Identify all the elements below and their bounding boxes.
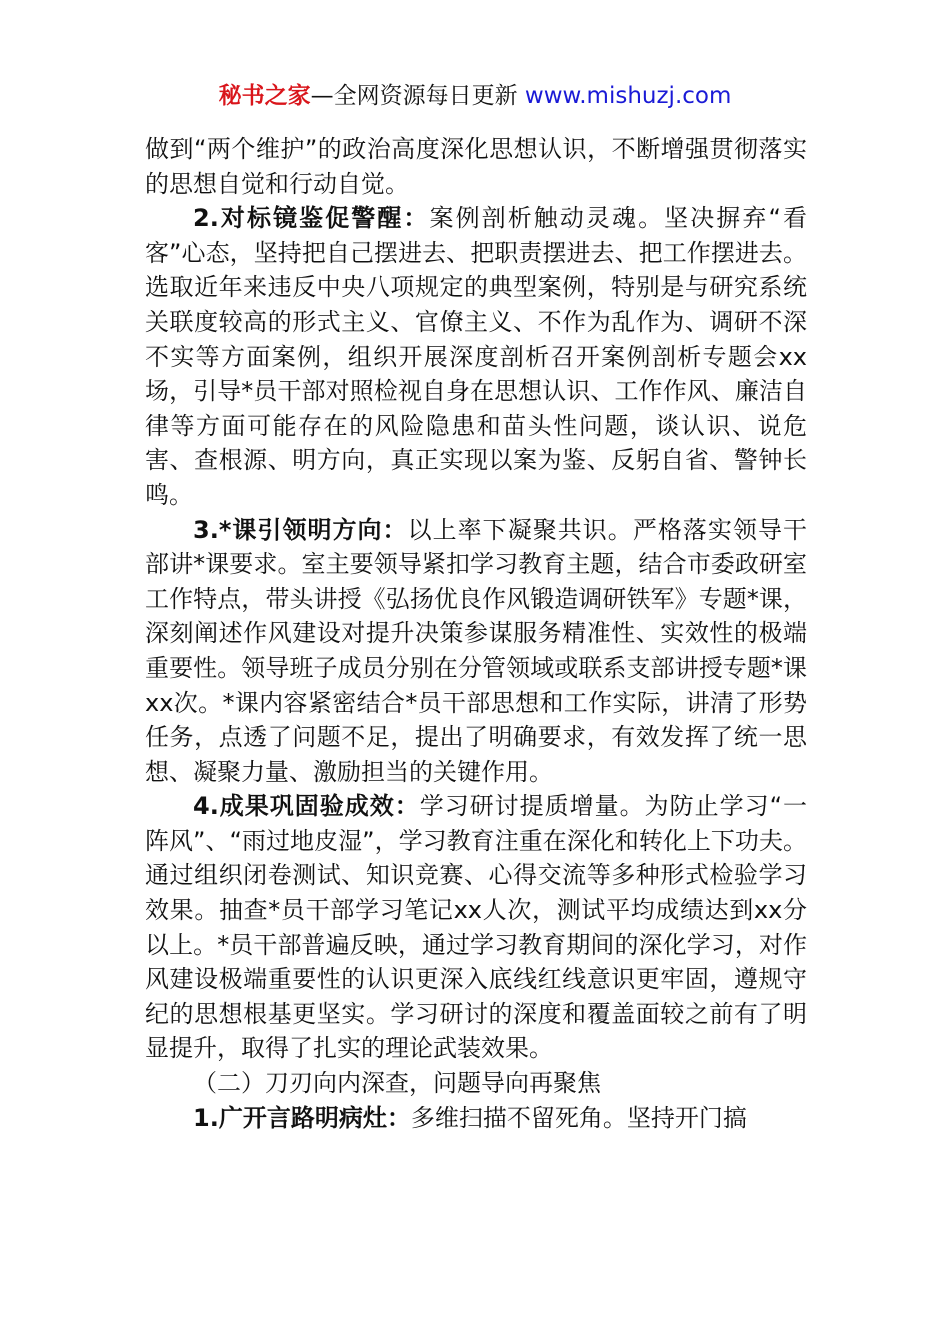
header-site-link[interactable]: www.mishuzj.com — [524, 83, 732, 109]
paragraph-section-3 — [145, 513, 807, 790]
paragraph-text: 以上率下凝聚共识。严格落实领导干部讲*课要求。室主要领导紧扣学习教育主题，结合市委政研室工作特点，带头讲授《弘扬优良作风锻造调研铁军》专题*课，深刻阐述作风建设对提升决策参谋服务精准性、实效性的极端重要性。领导班子成员分别在分管领域或联系支部讲授专题*课xx次。*课内容紧密结合*员干部思想和工作实际，讲清了形势任务，点透了问题不足，提出了明确要求，有效发挥了统一思想、凝聚力量、激励担当的关键作用。 — [145, 515, 808, 786]
document-body — [145, 132, 807, 1135]
header-brand: 秘书之家 — [218, 83, 311, 109]
paragraph-section-4 — [145, 789, 807, 1066]
header-slogan: —全网资源每日更新 — [310, 83, 525, 109]
paragraph-subsection-1 — [145, 1101, 807, 1136]
paragraph-section-2 — [145, 201, 807, 512]
paragraph-text: 学习研讨提质增量。为防止学习“一阵风”、“雨过地皮湿”，学习教育注重在深化和转化上下功夫。通过组织闭卷测试、知识竞赛、心得交流等多种形式检验学习效果。抽查*员干部学习笔记xx人次，测试平均成绩达到xx分以上。*员干部普遍反映，通过学习教育期间的深化学习，对作风建设极端重要性的认识更深入底线红线意识更牢固，遵规守纪的思想根基更坚实。学习研讨的深度和覆盖面较之前有了明显提升，取得了扎实的理论武装效果。 — [145, 792, 807, 1063]
paragraph-text: 案例剖析触动灵魂。坚决摒弃“看客”心态，坚持把自己摆进去、把职责摆进去、把工作摆进去。选取近年来违反中央八项规定的典型案例，特别是与研究系统关联度较高的形式主义、官僚主义、不作为乱作为、调研不深不实等方面案例，组织开展深度剖析召开案例剖析专题会xx场，引导*员干部对照检视自身在思想认识、工作作风、廉洁自律等方面可能存在的风险隐患和苗头性问题，谈认识、说危害、查根源、明方向，真正实现以案为鉴、反躬自省、警钟长鸣。 — [145, 204, 807, 509]
paragraph-text: 做到“两个维护”的政治高度深化思想认识，不断增强贯彻落实的思想自觉和行动自觉。 — [145, 135, 807, 198]
paragraph-lead: 4.成果巩固验成效： — [193, 792, 420, 821]
paragraph-text: 多维扫描不留死角。坚持开门搞 — [410, 1103, 747, 1132]
paragraph-continuation — [145, 132, 807, 201]
paragraph-lead: 3.*课引领明方向： — [193, 515, 408, 544]
paragraph-text: （二）刀刃向内深查，问题导向再聚焦 — [193, 1069, 601, 1098]
subsection-heading — [145, 1066, 807, 1101]
page-header — [0, 80, 950, 112]
paragraph-lead: 2.对标镜鉴促警醒： — [193, 204, 430, 233]
paragraph-lead: 1.广开言路明病灶： — [193, 1103, 411, 1132]
